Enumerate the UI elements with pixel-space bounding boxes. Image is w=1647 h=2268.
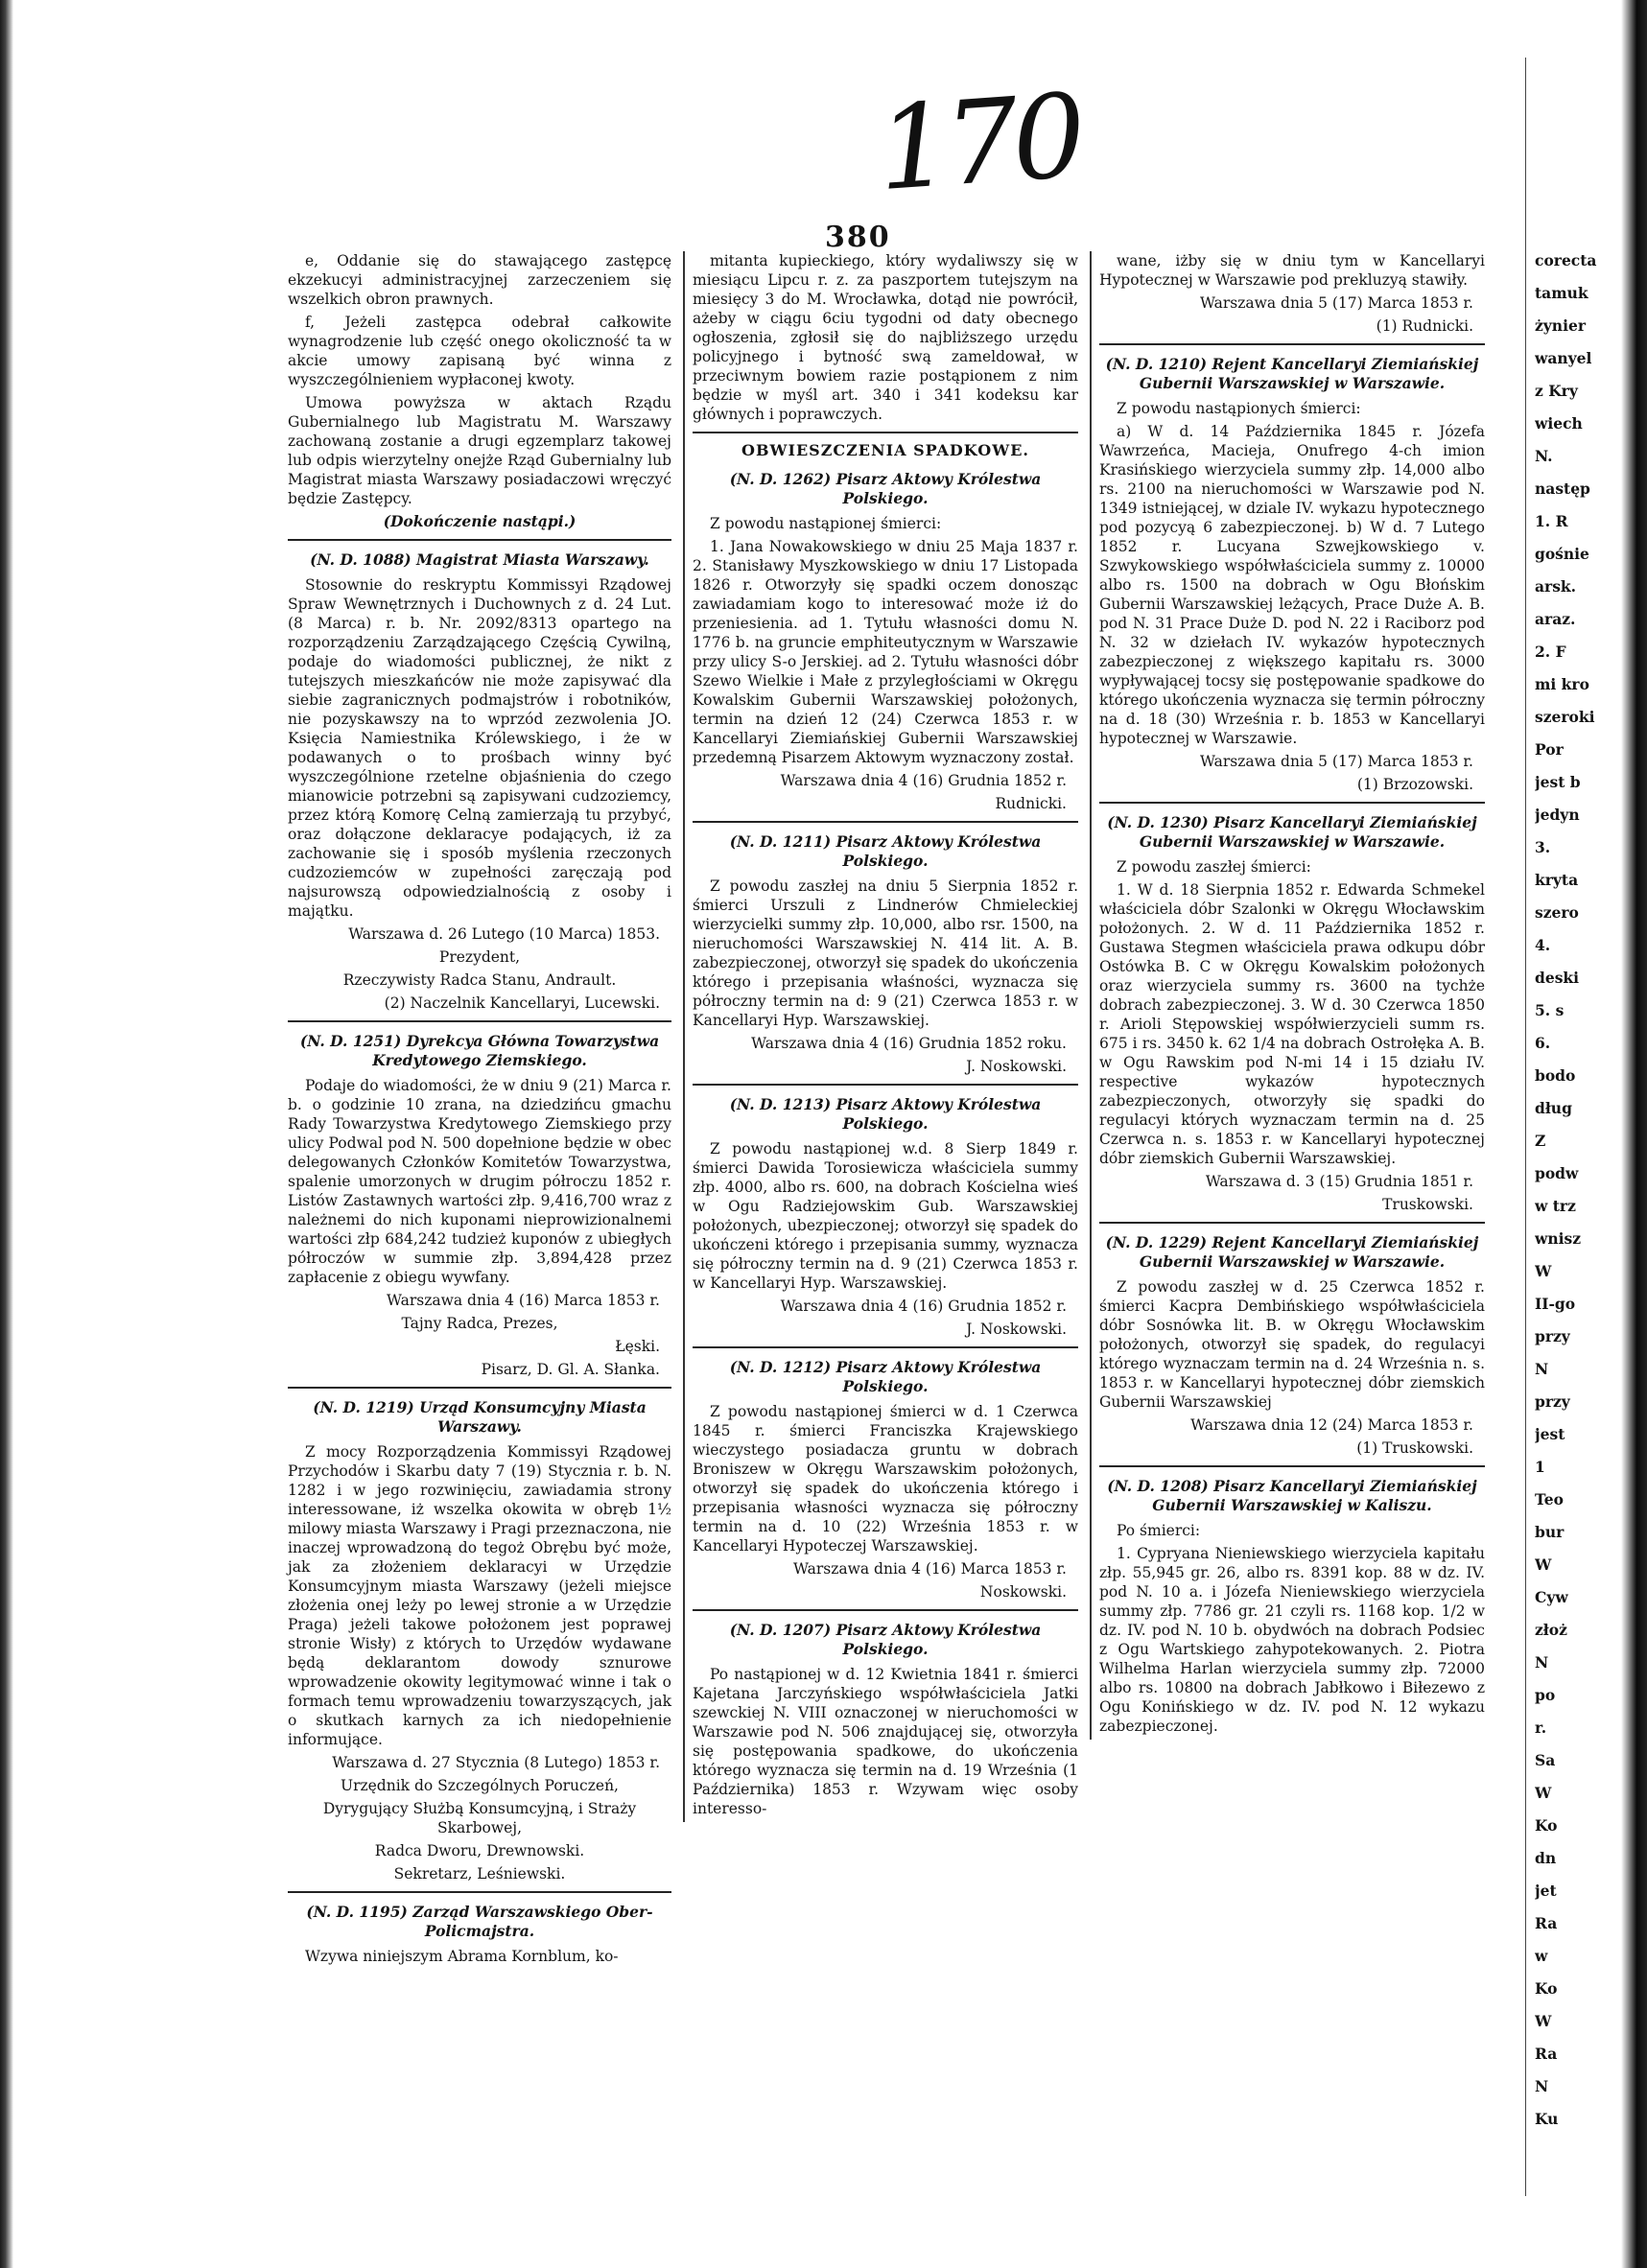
fragment-line: N. xyxy=(1535,447,1553,465)
fragment-line: 5. s xyxy=(1535,1001,1565,1019)
notice-signature: (1) Brzozowski. xyxy=(1356,776,1473,793)
fragment-line: jedyn xyxy=(1535,806,1580,824)
fragment-line: deski xyxy=(1535,969,1580,987)
fragment-line: N xyxy=(1535,2077,1549,2095)
notice-date: Warszawa d. 26 Lutego (10 Marca) 1853. xyxy=(348,925,660,943)
notice-heading: (N. D. 1195) Zarząd Warszawskiego Ober-Policmajstra. xyxy=(306,1903,653,1940)
notice-date: Warszawa dnia 4 (16) Marca 1853 r. xyxy=(387,1292,660,1309)
fragment-line: szeroki xyxy=(1535,708,1595,726)
fragment-line: arsk. xyxy=(1535,577,1577,596)
notice-body: Z mocy Rozporządzenia Kommissyi Rządowej Przychodów i Skarbu daty 7 (19) Stycznia r. b. N. 1282 i w jego rozwinięciu, zawiadamia strony interessowane, iż wszelka okowita w obręb 1½ milowy miasta Warszawy i Pragi przeznaczona, nie inaczej wprowadzoną do tegoż Obrębu być może, jak za złożeniem deklaracyi w Urzędzie Konsumcyjnym miasta Warszawy (jeżeli miejsce złożenia onej leży po lewej stronie a w Urzędzie Praga) jeżeli takowe położonem jest poprawej stronie Wisły) z których to Urzędów wydawane będą deklarantom dowody sznurowe wprowadzenie okowity legitymować winne i tak o formach temu wprowadzeniu towarzyszących, jak o skutkach karnych za ich niedopełnienie informujące. xyxy=(288,1443,671,1748)
fragment-line: Ko xyxy=(1535,1979,1558,1998)
notice-body: Stosownie do reskryptu Kommissyi Rządowej Spraw Wewnętrznych i Duchownych z d. 24 Lut. (8 Marca) r. b. Nr. 2092/8313 opartego na rozporządzeniu Zarządzającego Częścią Cywilną, podaje do wiadomości publicznej, że nikt z tutejszych mieszkańców nie może zapisywać dla siebie zagranicznych podmajstrów i robotników, nie pozyskawszy na to wprzód zezwolenia JO. Księcia Namiestnika Królewskiego, i że w podawanych o to prośbach winny być wyszczególnione rzetelne objaśnienia do czego mianowicie potrzebni są zapisywani cudzoziemcy, przez którą Komorę Celną zamierzają tu przybyć, oraz dołączone deklaracye podających, iż za zachowanie się i sposób myślenia rzeczonych cudzoziemców w zupełności zaręczają pod najsurowszą odpowiedzialnością z osoby i majątku. xyxy=(288,576,671,920)
notice-signature: (1) Rudnicki. xyxy=(1376,317,1473,335)
column-1 xyxy=(288,251,671,1970)
notice-intro: Z powodu nastąpionych śmierci: xyxy=(1117,400,1361,417)
fragment-line: następ xyxy=(1535,479,1590,498)
fragment-line: r. xyxy=(1535,1719,1547,1737)
column-4-fragments xyxy=(1535,251,1619,2142)
notice-body: Z powodu nastąpionej śmierci w d. 1 Czerwca 1845 r. śmierci Franciszka Krajewskiego wieczystego posiadacza gruntu w dobrach Broniszew w Okręgu Warszawskim położonych, otworzył się spadek do ukończenia którego i przepisania własności wyznacza się półroczny termin na d. 10 (22) Września 1853 r. w Kancellaryi Hypoteczej Warszawskiej. xyxy=(693,1403,1078,1555)
fragment-line: Ku xyxy=(1535,2110,1559,2128)
notice-heading: (N. D. 1230) Pisarz Kancellaryi Ziemiańskiej Gubernii Warszawskiej w Warszawie. xyxy=(1107,813,1477,851)
notice-signature: Pisarz, D. Gl. A. Słanka. xyxy=(481,1361,660,1378)
fragment-line: N xyxy=(1535,1360,1549,1378)
fragment-line: 2. F xyxy=(1535,643,1566,661)
notice-signature: (2) Naczelnik Kancellaryi, Lucewski. xyxy=(384,994,660,1012)
notice-body: 1. Jana Nowakowskiego w dniu 25 Maja 1837 r. 2. Stanisławy Myszkowskiego w dniu 17 Listopada 1826 r. Otworzyły się spadki oczem donosząc zawiadamiam kogo to interesować może iż do przeniesienia. ad 1. Tytułu własności domu N. 1776 b. na gruncie emphiteutycznym w Warszawie przy ulicy S-o Jerskiej. ad 2. Tytułu własności dóbr Szewo Wielkie i Małe z przyległościami w Okręgu Kowalskim Gubernii Warszawskiej położonych, termin na dzień 12 (24) Czerwca 1853 r. w Kancellaryi Ziemiańskiej Gubernii Warszawskiej przedemną Pisarzem Aktowym wyznaczony został. xyxy=(693,538,1078,766)
fragment-line: Ra xyxy=(1535,2045,1558,2063)
scan-left-edge xyxy=(0,0,13,2268)
notice-body: 1. Cypryana Nieniewskiego wierzyciela kapitału złp. 55,945 gr. 26, albo rs. 8391 kop. 88 w dz. IV. pod N. 10 a. i Józefa Nieniewskiego wierzyciela summy złp. 7786 gr. 21 czyli rs. 1168 kop. 1/2 w dz. IV. pod N. 10 b. obydwóch na dobrach Podsiec z Ogu Wartskiego zahypotekowanych. 2. Piotra Wilhelma Harlan wierzyciela summy złp. 72000 albo rs. 10800 na dobrach Jabłkowo i Biłezewo z Ogu Konińskiego w dz. IV. pod N. 12 wykazu zabezpieczonej. xyxy=(1099,1545,1485,1735)
fragment-line: żynier xyxy=(1535,316,1586,335)
notice-signature: Prezydent, xyxy=(438,948,521,966)
notice-date: Warszawa dnia 4 (16) Grudnia 1852 r. xyxy=(780,772,1067,789)
notice-date: Warszawa d. 3 (15) Grudnia 1851 r. xyxy=(1205,1173,1473,1190)
notice-signature: Radca Dworu, Drewnowski. xyxy=(374,1842,585,1859)
fragment-line: Cyw xyxy=(1535,1588,1568,1606)
fragment-line: bur xyxy=(1535,1523,1565,1541)
notice-date: Warszawa dnia 5 (17) Marca 1853 r. xyxy=(1200,294,1473,312)
notice-body: Z powodu zaszłej na dniu 5 Sierpnia 1852 r. śmierci Urszuli z Lindnerów Chmieleckiej wierzycielki summy złp. 10,000, albo rsr. 1500, na nieruchomości Warszawskiej N. 414 lit. A. B. zabezpieczonej, otworzył się spadek do ukończenia którego i przepisania właśności, wyznacza się półroczny termin na d: 9 (21) Czerwca 1853 r. w Kancellaryi Hyp. Warszawskiej. xyxy=(693,877,1078,1029)
notice-signature: Truskowski. xyxy=(1382,1196,1473,1213)
fragment-line: w trz xyxy=(1535,1197,1576,1215)
fragment-line: 1 xyxy=(1535,1458,1545,1476)
notice-signature: Rzeczywisty Radca Stanu, Andrault. xyxy=(342,971,617,989)
notice-date: Warszawa dnia 5 (17) Marca 1853 r. xyxy=(1200,753,1473,770)
divider xyxy=(288,1387,671,1389)
divider xyxy=(693,1609,1078,1611)
fragment-line: przy xyxy=(1535,1392,1570,1411)
notice-heading: (N. D. 1208) Pisarz Kancellaryi Ziemiańskiej Gubernii Warszawskiej w Kaliszu. xyxy=(1107,1477,1477,1514)
notice-signature: Tajny Radca, Prezes, xyxy=(401,1315,558,1332)
notice-signature: J. Noskowski. xyxy=(966,1321,1067,1338)
column-2 xyxy=(683,251,1078,1822)
notice-intro: Z powodu nastąpionej śmierci: xyxy=(710,515,942,532)
fragment-line: przy xyxy=(1535,1327,1570,1345)
divider xyxy=(693,432,1078,433)
notice-signature: Noskowski. xyxy=(979,1583,1067,1601)
notice-date: Warszawa dnia 4 (16) Grudnia 1852 roku. xyxy=(751,1035,1067,1052)
fragment-line: II-go xyxy=(1535,1295,1576,1313)
notice-body: Po nastąpionej w d. 12 Kwietnia 1841 r. śmierci Kajetana Jarczyńskiego współwłaściciela Jatki szewckiej N. VIII oznaczonej w nieruchomości w Warszawie pod N. 506 znajdującej się, otworzyła się postępowania spadkowe, do ukończenia którego wyznacza się termin na d. 19 Września (1 Października) 1853 r. Wzywam więc osoby interesso- xyxy=(693,1666,1078,1817)
lead-paragraph: e, Oddanie się do stawającego zastępcę ekzekucyi administracyjnej zarzeczeniem się wszelkich obron prawnych. xyxy=(288,252,671,308)
lead-paragraph: mitanta kupieckiego, który wydaliwszy się w miesiącu Lipcu r. z. za paszportem tutejszym na miesięcy 3 do M. Wrocławka, dotąd nie powrócił, ażeby w ciągu 6ciu tygodni od daty obecnego ogłoszenia, zgłosił się do najbliższego urzędu policyjnego i bytność swą zameldował, w przeciwnym bowiem razie postąpionem z nim będzie w myśl art. 340 i 341 kodeksu kar głównych i poprawczych. xyxy=(693,252,1078,423)
notice-heading: (N. D. 1262) Pisarz Aktowy Królestwa Polskiego. xyxy=(729,470,1042,507)
fragment-line: araz. xyxy=(1535,610,1576,628)
divider xyxy=(693,1346,1078,1348)
divider xyxy=(1099,1222,1485,1224)
page-gutter xyxy=(1525,58,1532,2196)
fragment-line: szero xyxy=(1535,903,1579,922)
notice-signature: Dyrygujący Służbą Konsumcyjną, i Straży Skarbowej, xyxy=(322,1800,637,1836)
notice-heading: (N. D. 1212) Pisarz Aktowy Królestwa Polskiego. xyxy=(729,1358,1042,1395)
fragment-line: 1. R xyxy=(1535,512,1568,530)
fragment-line: Por xyxy=(1535,740,1564,759)
fragment-line: corecta xyxy=(1535,251,1597,269)
fragment-line: Teo xyxy=(1535,1490,1564,1508)
fragment-line: 4. xyxy=(1535,936,1551,954)
fragment-line: jest b xyxy=(1535,773,1581,791)
notice-body: Z powodu nastąpionej w.d. 8 Sierp 1849 r. śmierci Dawida Torosiewicza właściciela summy złp. 4000, albo rs. 600, na dobrach Kościelna wieś w Ogu Radziejowskim Gub. Warszawskiej położonych, ubezpieczonej; otworzył się spadek do ukończeni którego i przepisania summy, wyznacza się półroczny termin na d. 9 (21) Czerwca 1853 r. w Kancellaryi Hyp. Warszawskiej. xyxy=(693,1140,1078,1292)
divider xyxy=(1099,802,1485,804)
divider xyxy=(288,1020,671,1022)
fragment-line: tamuk xyxy=(1535,284,1588,302)
notice-date: Warszawa dnia 4 (16) Marca 1853 r. xyxy=(793,1560,1067,1578)
divider xyxy=(1099,343,1485,345)
page-number: 380 xyxy=(825,221,891,254)
divider xyxy=(693,821,1078,823)
notice-heading: (N. D. 1213) Pisarz Aktowy Królestwa Polskiego. xyxy=(729,1095,1042,1133)
fragment-line: gośnie xyxy=(1535,545,1589,563)
divider xyxy=(693,1084,1078,1086)
notice-heading: (N. D. 1207) Pisarz Aktowy Królestwa Polskiego. xyxy=(729,1621,1042,1658)
notice-body: Podaje do wiadomości, że w dniu 9 (21) Marca r. b. o godzinie 10 zrana, na dziedzińcu gmachu Rady Towarzystwa Kredytowego Ziemskiego przy ulicy Podwal pod N. 500 dopełnione będzie w obec delegowanych Członków Komitetów Towarzystwa, spalenie umorzonych w drugim półroczu 1852 r. Listów Zastawnych wartości złp. 9,416,700 wraz z należnemi do nich kuponami nieprowizionalnemi wartości złp 684,242 tudzież kuponów z ubiegłych półroczów w summie złp. 3,894,428 przez zapłacenie z obiegu wywfany. xyxy=(288,1077,671,1286)
notice-body: a) W d. 14 Października 1845 r. Józefa Wawrzeńca, Macieja, Onufrego 4-ch imion Krasińskiego wierzyciela summy złp. 14,000 albo rs. 2100 na nieruchomości w Warszawie pod N. 1349 istniejącej, w dziale IV. wykazu hypotecznego pod pozycyą 6 zabezpieczonej. b) W d. 7 Lutego 1852 r. Lucyana Szwejkowskiego v. Szwykowskiego współwłaściciela summy z. 10000 albo rs. 1500 na dobrach w Ogu Błońskim Gubernii Warszawskiej leżących, Prace Duże A. B. pod N. 31 Prace Duże D. pod N. 22 i Raciborz pod N. 32 w dziełach IV. wykazów hypotecznych zabezpieczonej z większego kapitału rs. 3000 wypływającej tocsy się postępowanie spadkowe do którego ukończenia wyznacza się termin półroczny na d. 18 (30) Września r. b. 1853 w Kancellaryi hypotecznej w Warszawie. xyxy=(1099,423,1485,747)
fragment-line: z Kry xyxy=(1535,382,1578,400)
notice-body: Wzywa niniejszym Abrama Kornblum, ko- xyxy=(305,1948,619,1965)
fragment-line: W xyxy=(1535,1262,1552,1280)
fragment-line: po xyxy=(1535,1686,1556,1704)
notice-signature: (1) Truskowski. xyxy=(1356,1439,1473,1457)
fragment-line: 6. xyxy=(1535,1034,1551,1052)
continuation-note: (Dokończenie nastąpi.) xyxy=(383,512,576,530)
notice-date: Warszawa dnia 4 (16) Grudnia 1852 r. xyxy=(780,1298,1067,1315)
notice-date: Warszawa d. 27 Stycznia (8 Lutego) 1853 r. xyxy=(332,1754,660,1771)
notice-signature: J. Noskowski. xyxy=(966,1058,1067,1075)
notice-heading: (N. D. 1251) Dyrekcya Główna Towarzystwa Kredytowego Ziemskiego. xyxy=(299,1032,660,1069)
fragment-line: W xyxy=(1535,2012,1552,2030)
notice-heading: (N. D. 1211) Pisarz Aktowy Królestwa Polskiego. xyxy=(729,832,1042,870)
notice-heading: (N. D. 1229) Rejent Kancellaryi Ziemiańskiej Gubernii Warszawskiej w Warszawie. xyxy=(1105,1233,1479,1271)
fragment-line: W xyxy=(1535,1784,1552,1802)
fragment-line: W xyxy=(1535,1555,1552,1574)
notice-signature: Sekretarz, Leśniewski. xyxy=(393,1865,566,1882)
scan-right-edge xyxy=(1621,0,1647,2268)
fragment-line: Ra xyxy=(1535,1914,1558,1932)
fragment-line: kryta xyxy=(1535,871,1579,889)
notice-heading: (N. D. 1088) Magistrat Miasta Warszawy. xyxy=(310,550,649,569)
fragment-line: w xyxy=(1535,1947,1548,1965)
notice-body: Z powodu zaszłej w d. 25 Czerwca 1852 r. śmierci Kacpra Dembińskiego współwłaściciela dóbr Sosnówka lit. B. w Okręgu Włocławskim położonych, otworzył się spadek, do regulacyi którego wyznaczam termin na d. 24 Września n. s. 1853 r. w Kancellaryi hypotecznej dóbr ziemskich Gubernii Warszawskiej xyxy=(1099,1278,1485,1411)
column-3 xyxy=(1090,251,1485,1740)
notice-signature: Rudnicki. xyxy=(995,795,1067,812)
fragment-line: dług xyxy=(1535,1099,1572,1117)
fragment-line: N xyxy=(1535,1653,1549,1672)
fragment-line: złoż xyxy=(1535,1621,1567,1639)
notice-signature: Łęski. xyxy=(615,1338,660,1355)
fragment-line: Ko xyxy=(1535,1816,1558,1835)
notice-date: Warszawa dnia 12 (24) Marca 1853 r. xyxy=(1190,1416,1473,1434)
fragment-line: mi kro xyxy=(1535,675,1589,693)
fragment-line: Z xyxy=(1535,1132,1546,1150)
handwritten-page-mark: 170 xyxy=(873,69,1085,218)
lead-paragraph: wane, iżby się w dniu tym w Kancellaryi Hypotecznej w Warszawie pod prekluzyą stawiły. xyxy=(1099,252,1485,289)
notice-heading: (N. D. 1219) Urząd Konsumcyjny Miasta Warszawy. xyxy=(313,1398,647,1436)
fragment-line: jet xyxy=(1535,1882,1557,1900)
fragment-line: dn xyxy=(1535,1849,1557,1867)
notice-intro: Po śmierci: xyxy=(1117,1522,1201,1539)
divider xyxy=(1099,1465,1485,1467)
fragment-line: jest xyxy=(1535,1425,1565,1443)
fragment-line: wnisz xyxy=(1535,1229,1582,1248)
divider xyxy=(288,539,671,541)
fragment-line: Sa xyxy=(1535,1751,1556,1769)
divider xyxy=(288,1891,671,1893)
notice-signature: Urzędnik do Szczególnych Poruczeń, xyxy=(341,1777,619,1794)
lead-paragraph: f, Jeżeli zastępca odebrał całkowite wynagrodzenie lub część onego okoliczność ta w akcie umowy zapisaną być winna z wyszczególnieniem wypłaconej kwoty. xyxy=(288,314,671,388)
notice-body: 1. W d. 18 Sierpnia 1852 r. Edwarda Schmekel właściciela dóbr Szalonki w Okręgu Włocławskim położonych. 2. W d. 11 Października 1852 r. Gustawa Stegmen właściciela prawa odkupu dóbr Ostówka B. C w Okręgu Kowalskim położonych oraz wierzyciela summy rs. 3600 na tychże dobrach zabezpieczonej. 3. W d. 30 Czerwca 1850 r. Arioli Stępowskiej współwierzycieli summ rs. 675 i rs. 3450 k. 62 1/4 na dobrach Ostrołęka A. B. w Ogu Rawskim pod N-mi 14 i 15 działu IV. respective wykazów hypotecznych zabezpieczonych, otworzyły się spadki do regulacyi których wyznaczam termin na d. 25 Czerwca n. s. 1853 r. w Kancellaryi hypotecznej dóbr ziemskich Gubernii Warszawskiej. xyxy=(1099,881,1485,1167)
lead-paragraph: Umowa powyższa w aktach Rządu Gubernialnego lub Magistratu M. Warszawy zachowaną zostanie a drugi egzemplarz takowej lub odpis wierzytelny onejże Rząd Gubernialny lub Magistrat miasta Warszawy posiadaczowi wręczyć będzie Zastępcy. xyxy=(288,394,671,507)
notice-heading: (N. D. 1210) Rejent Kancellaryi Ziemiańskiej Gubernii Warszawskiej w Warszawie. xyxy=(1105,355,1479,392)
fragment-line: podw xyxy=(1535,1164,1579,1182)
fragment-line: 3. xyxy=(1535,838,1551,856)
fragment-line: wiech xyxy=(1535,414,1583,433)
section-title: OBWIESZCZENIA SPADKOWE. xyxy=(741,441,1029,459)
notice-intro: Z powodu zaszłej śmierci: xyxy=(1117,858,1311,876)
fragment-line: bodo xyxy=(1535,1066,1576,1085)
fragment-line: wanyel xyxy=(1535,349,1592,367)
